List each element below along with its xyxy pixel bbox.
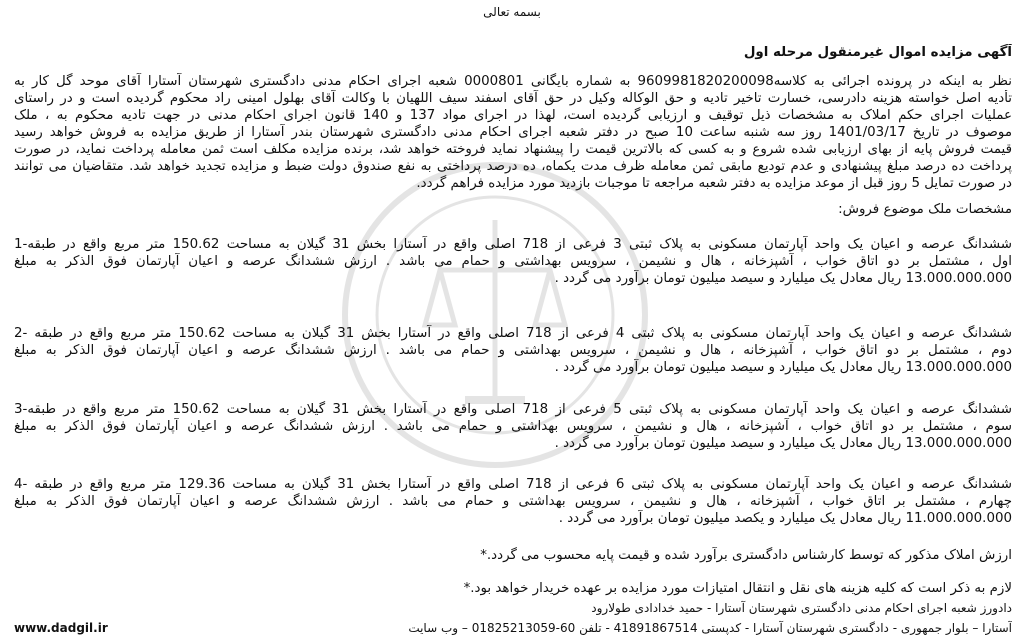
intro-line: عملیات اجرای حکم املاک به مشخصات ذیل توقیف و ارزیابی گردیده است، لهذا در اجرای مواد 137 و 140 قانون اجرای احکام مدنی در جهت تادیه محکوم به ، ملک bbox=[14, 108, 1012, 123]
notice-title: آگهی مزایده اموال غیرمنقول مرحله اول bbox=[743, 45, 1012, 60]
intro-line: قیمت فروش پایه از بهای ارزیابی شده شروع و به کسی که بالاترین قیمت را پیشنهاد نماید فروخته خواهد شد، برنده مزایده مکلف است ثمن معامله پرداخت نماید، در صورت bbox=[14, 142, 1012, 157]
property-item-line: اول ، مشتمل بر دو اتاق خواب ، آشپزخانه ، هال و نشیمن ، سرویس بهداشتی و حمام می باشد . ارزش ششدانگ عرصه و اعیان آپارتمان فوق الذکر به مبلغ bbox=[14, 254, 1012, 269]
property-item-line: ششدانگ عرصه و اعیان یک واحد آپارتمان مسکونی به پلاک ثبتی 6 فرعی از 718 اصلی واقع در آستارا بخش 31 گیلان به مساحت 129.36 متر مربع واقع در طبقه -4 bbox=[14, 477, 1012, 492]
intro-line: موصوف در تاریخ 1401/03/17 روز سه شنبه ساعت 10 صبح در دفتر شعبه اجرای احکام مدنی دادگستری شهرستان بندر آستارا از طریق مزایده به فروش خواهد رسید bbox=[14, 125, 1012, 140]
website-link[interactable]: www.dadgil.ir bbox=[14, 621, 108, 635]
section-heading: مشخصات ملک موضوع فروش: bbox=[838, 202, 1012, 217]
intro-line: تأدیه اصل خواسته هزینه دادرسی، خسارت تاخیر تادیه و حق الوکاله وکیل در حق آقای اسفند سیف اللهیان با وکالت آقای بهلول امینی راد محکوم گردیده است و در راستای bbox=[14, 91, 1012, 106]
property-item-line: 13.000.000.000 ریال معادل یک میلیارد و سیصد میلیون تومان برآورد می گردد . bbox=[554, 436, 1012, 451]
intro-line: پرداخت ده درصد مبلغ پیشنهادی و عدم تودیع مابقی ثمن معامله ظرف مدت یکماه، ده درصد پرداختی به نفع صندوق دولت ضبط و مزایده تجدید خواهد شد. متقاضیان می توانند bbox=[14, 159, 1012, 174]
intro-line: نظر به اینکه در پرونده اجرائی به کلاسه9609981820200098 به شماره بایگانی 0000801 شعبه اجرای احکام مدنی دادگستری شهرستان آستارا آقای موحد گل کار به bbox=[14, 74, 1012, 89]
note-line: ارزش املاک مذکور که توسط کارشناس دادگستری برآورد شده و قیمت پایه محسوب می گردد.* bbox=[480, 548, 1012, 563]
property-item-line: ششدانگ عرصه و اعیان یک واحد آپارتمان مسکونی به پلاک ثبتی 4 فرعی از 718 اصلی واقع در آستارا بخش 31 گیلان به مساحت 150.62 متر مربع واقع در طبقه -2 bbox=[14, 326, 1012, 341]
intro-line: در صورت تمایل 5 روز قبل از موعد مزایده به دفتر شعبه مراجعه تا موجبات بازدید مورد مزایده فراهم گردد. bbox=[416, 176, 1012, 191]
property-item-line: سوم ، مشتمل بر دو اتاق خواب ، آشپزخانه ، هال و نشیمن ، سرویس بهداشتی و حمام می باشد . ارزش ششدانگ عرصه و اعیان آپارتمان فوق الذکر به مبلغ bbox=[14, 419, 1012, 434]
address-line: آستارا – بلوار جمهوری - دادگستری شهرستان آستارا - کدپستی 41891867514 - تلفن 60-01825213059 – وب سایت bbox=[408, 621, 1012, 635]
note-line: لازم به ذکر است که کلیه هزینه های نقل و انتقال امتیازات مورد مزایده بر عهده خریدار خواهد بود.* bbox=[463, 581, 1012, 596]
property-item-line: ششدانگ عرصه و اعیان یک واحد آپارتمان مسکونی به پلاک ثبتی 5 فرعی از 718 اصلی واقع در آستارا بخش 31 گیلان به مساحت 150.62 متر مربع واقع در طبقه-3 bbox=[14, 402, 1012, 417]
signature-line: دادورز شعبه اجرای احکام مدنی دادگستری شهرستان آستارا - حمید خدادادی طولارود bbox=[591, 601, 1012, 615]
basmala: بسمه تعالی bbox=[483, 5, 541, 19]
property-item-line: 11.000.000.000 ریال معادل یک میلیارد و یکصد میلیون تومان برآورد می گردد . bbox=[558, 511, 1012, 526]
property-item-line: 13.000.000.000 ریال معادل یک میلیارد و سیصد میلیون تومان برآورد می گردد . bbox=[554, 360, 1012, 375]
property-item-line: چهارم ، مشتمل بر اتاق خواب ، آشپزخانه ، هال و نشیمن ، سرویس بهداشتی و حمام می باشد . ارزش ششدانگ عرصه و اعیان آپارتمان فوق الذکر به مبلغ bbox=[14, 494, 1012, 509]
property-item-line: دوم ، مشتمل بر دو اتاق خواب ، آشپزخانه ، هال و نشیمن ، سرویس بهداشتی و حمام می باشد . ارزش ششدانگ عرصه و اعیان آپارتمان فوق الذکر به مبلغ bbox=[14, 343, 1012, 358]
property-item-line: ششدانگ عرصه و اعیان یک واحد آپارتمان مسکونی به پلاک ثبتی 3 فرعی از 718 اصلی واقع در آستارا بخش 31 گیلان به مساحت 150.62 متر مربع واقع در طبقه-1 bbox=[14, 237, 1012, 252]
property-item-line: 13.000.000.000 ریال معادل یک میلیارد و سیصد میلیون تومان برآورد می گردد . bbox=[554, 271, 1012, 286]
